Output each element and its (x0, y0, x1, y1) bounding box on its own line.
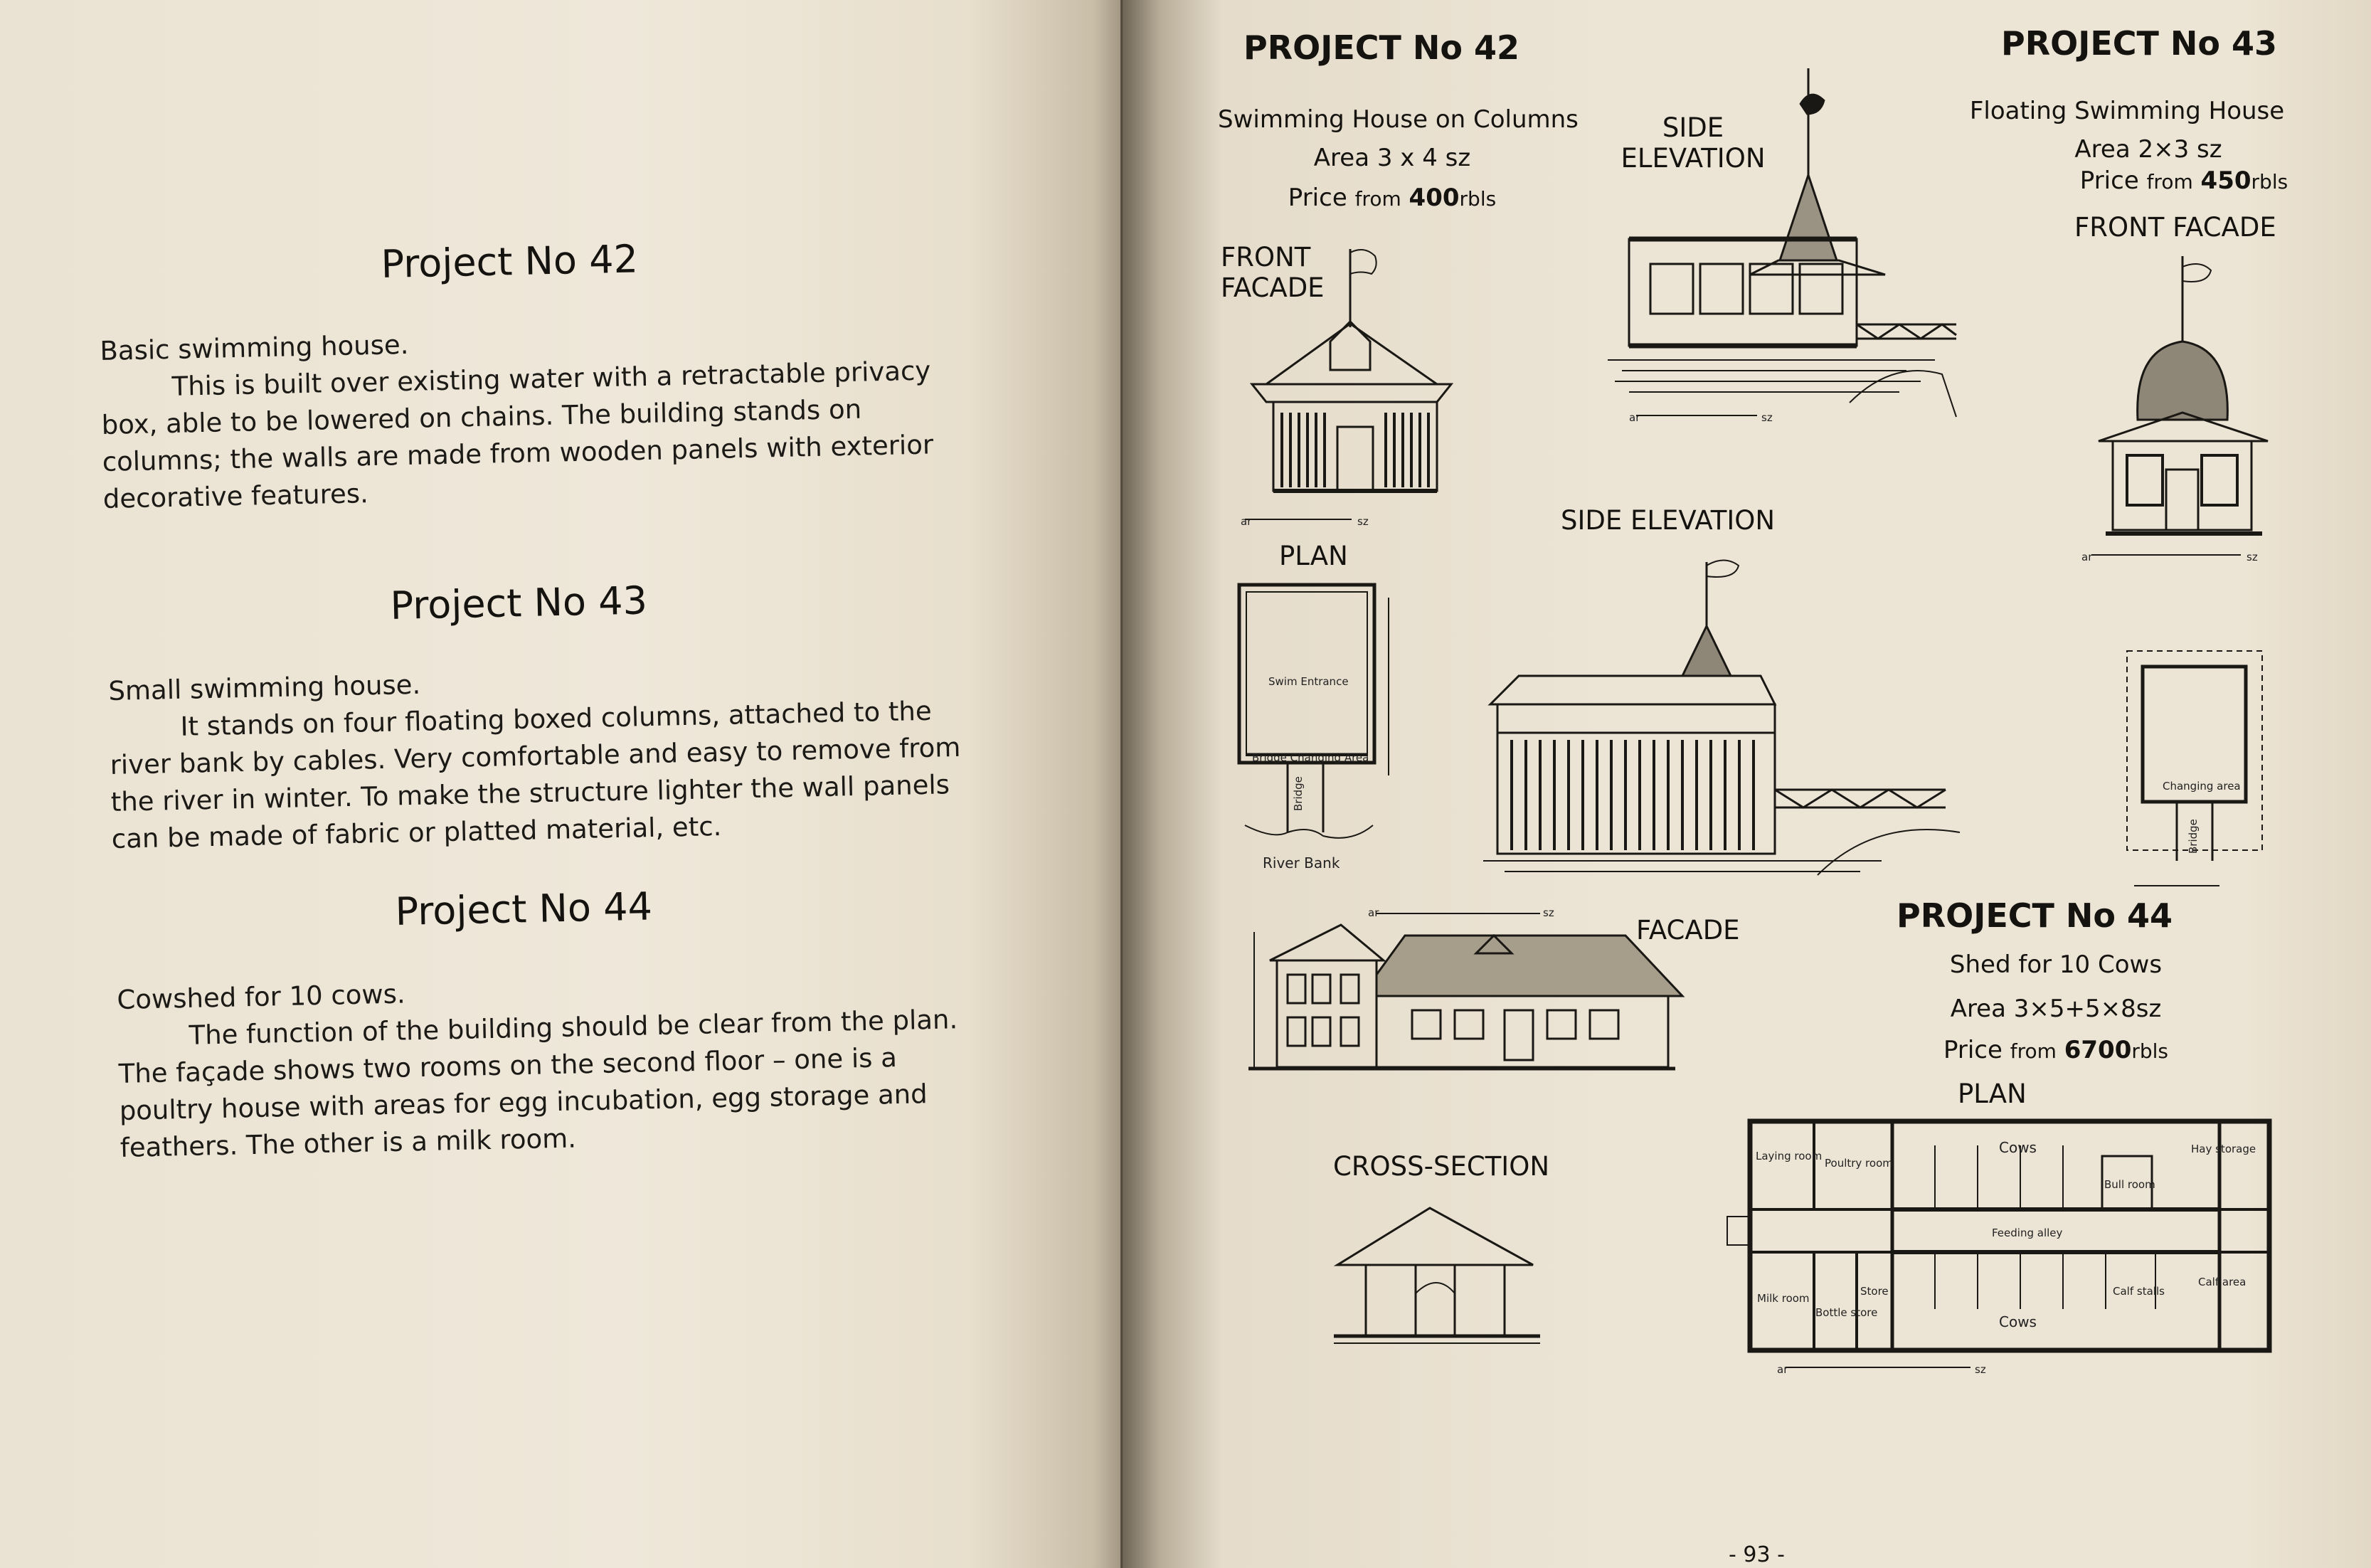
p43-plan-drawing (2127, 651, 2269, 893)
p44-name: Shed for 10 Cows (1949, 950, 2163, 979)
p44-room-store: Store (1860, 1285, 1889, 1298)
p42-plan-drawing (1231, 576, 1416, 875)
p43-side-elevation-drawing (1476, 548, 1988, 882)
p42-title: PROJECT No 42 (1243, 28, 1520, 67)
p43-price (2063, 166, 2305, 195)
p42-plan-label: PLAN (1279, 541, 1348, 571)
p42-area: Area 3 x 4 sz (1313, 144, 1471, 172)
p43-front-facade-label: FRONT FACADE (2074, 212, 2276, 243)
p44-area: Area 3×5+5×8sz (1950, 995, 2162, 1023)
p42-plan-bridge: Bridge (1292, 776, 1305, 811)
p42-price-value: 400 (1409, 184, 1460, 212)
p43-front-facade-drawing (2077, 256, 2276, 569)
p42-price (1218, 184, 1566, 212)
project-43-heading: Project No 43 (390, 578, 648, 628)
p43-price-prefix: Price (2079, 166, 2139, 195)
p42-plan-swim-entrance: Swim Entrance (1268, 675, 1349, 688)
p42-price-unit: rbls (1459, 187, 1497, 211)
project-44-text (117, 964, 974, 1167)
p44-facade-scale-ar: ar (1368, 906, 1379, 919)
p42-side-elevation-drawing (1593, 68, 1978, 438)
p42-side-scale-ar: ar (1629, 411, 1640, 424)
project-44-intro: Cowshed for 10 cows. (117, 978, 406, 1015)
p42-price-from: from (1354, 187, 1401, 211)
p44-room-milk: Milk room (1757, 1292, 1810, 1305)
project-42-text (100, 315, 957, 518)
p44-plan-label: PLAN (1958, 1079, 2027, 1109)
project-44-body: The function of the building should be clear from the plan. The façade shows two rooms on the second floor – one is a poultry house with areas for egg incubation, egg storage and feathers. The other is a milk room. (118, 1004, 958, 1163)
p44-room-bull: Bull room (2104, 1178, 2155, 1191)
p44-price-value: 6700 (2064, 1036, 2132, 1064)
p43-front-scale-sz: sz (2247, 551, 2258, 563)
p44-plan-scale-ar: ar (1777, 1363, 1788, 1376)
p44-plan-drawing (1714, 1117, 2276, 1380)
p42-side-elevation-label-line2: ELEVATION (1621, 143, 1766, 174)
p44-facade-drawing (1241, 904, 1697, 1081)
p42-side-elevation-label-line1: SIDE (1662, 112, 1724, 143)
p42-plan-river-bank: River Bank (1263, 854, 1340, 872)
p43-name: Floating Swimming House (1969, 97, 2285, 125)
p42-front-scale-sz: sz (1357, 515, 1369, 528)
p44-title: PROJECT No 44 (1897, 896, 2173, 935)
p44-room-bottle: Bottle store (1815, 1306, 1878, 1319)
p44-price-from: from (2010, 1039, 2057, 1063)
p44-room-poultry: Poultry room (1825, 1157, 1893, 1170)
project-42-intro: Basic swimming house. (100, 329, 409, 366)
p44-room-cows-bottom: Cows (1999, 1313, 2037, 1330)
project-44-heading: Project No 44 (395, 884, 653, 934)
p44-room-cows-top: Cows (1999, 1139, 2037, 1156)
left-page (0, 0, 1138, 1568)
p42-front-facade-label-line1: FRONT (1221, 242, 1311, 272)
project-43-body: It stands on four floating boxed columns, attached to the river bank by cables. Very comfortable and easy to remove from the river in winter. To make the structure lighter the wall panels can be made of fabric or platted material, etc. (110, 695, 961, 854)
project-43-text (108, 655, 965, 858)
p44-room-calf-area: Calf area (2198, 1276, 2247, 1288)
p42-front-scale-ar: ar (1241, 515, 1252, 528)
p43-title: PROJECT No 43 (2001, 24, 2278, 63)
p44-price-unit: rbls (2131, 1039, 2169, 1063)
p43-price-value: 450 (2200, 166, 2251, 195)
p42-plan-changing-area: Bridge Changing Area (1252, 751, 1369, 764)
p42-side-scale-sz: sz (1761, 411, 1773, 424)
project-43-intro: Small swimming house. (108, 669, 421, 706)
p44-room-laying: Laying room (1756, 1150, 1823, 1162)
p43-plan-bridge: Bridge (2187, 819, 2200, 854)
p44-facade-label: FACADE (1636, 915, 1740, 945)
p44-room-calf-stalls: Calf stalls (2113, 1285, 2165, 1298)
page-number: - 93 - (1729, 1542, 1785, 1567)
p44-price (1899, 1036, 2212, 1064)
project-42-body: This is built over existing water with a retractable privacy box, able to be lowered on chains. The building stands on columns; the walls are made from wooden panels with exterior decorative features. (101, 355, 934, 514)
p42-price-prefix: Price (1288, 184, 1347, 212)
p43-side-elevation-label: SIDE ELEVATION (1561, 505, 1776, 536)
p44-cross-section-drawing (1330, 1201, 1544, 1357)
p43-price-from: from (2146, 170, 2193, 194)
p44-facade-scale-sz: sz (1543, 906, 1554, 919)
p44-cross-section-label: CROSS-SECTION (1333, 1151, 1550, 1182)
p43-front-scale-ar: ar (2081, 551, 2093, 563)
p44-room-feeding: Feeding alley (1992, 1227, 2063, 1239)
p42-name: Swimming House on Columns (1218, 105, 1579, 134)
p43-plan-changing: Changing area (2163, 780, 2241, 793)
p43-price-unit: rbls (2251, 170, 2288, 194)
p43-area: Area 2×3 sz (2074, 135, 2222, 164)
p42-front-facade-drawing (1231, 242, 1458, 541)
p44-price-prefix: Price (1943, 1036, 2003, 1064)
p42-front-facade-label-line2: FACADE (1221, 272, 1325, 303)
project-42-heading: Project No 42 (381, 236, 639, 287)
p44-plan-scale-sz: sz (1975, 1363, 1986, 1376)
p44-room-hay: Hay storage (2191, 1143, 2256, 1155)
